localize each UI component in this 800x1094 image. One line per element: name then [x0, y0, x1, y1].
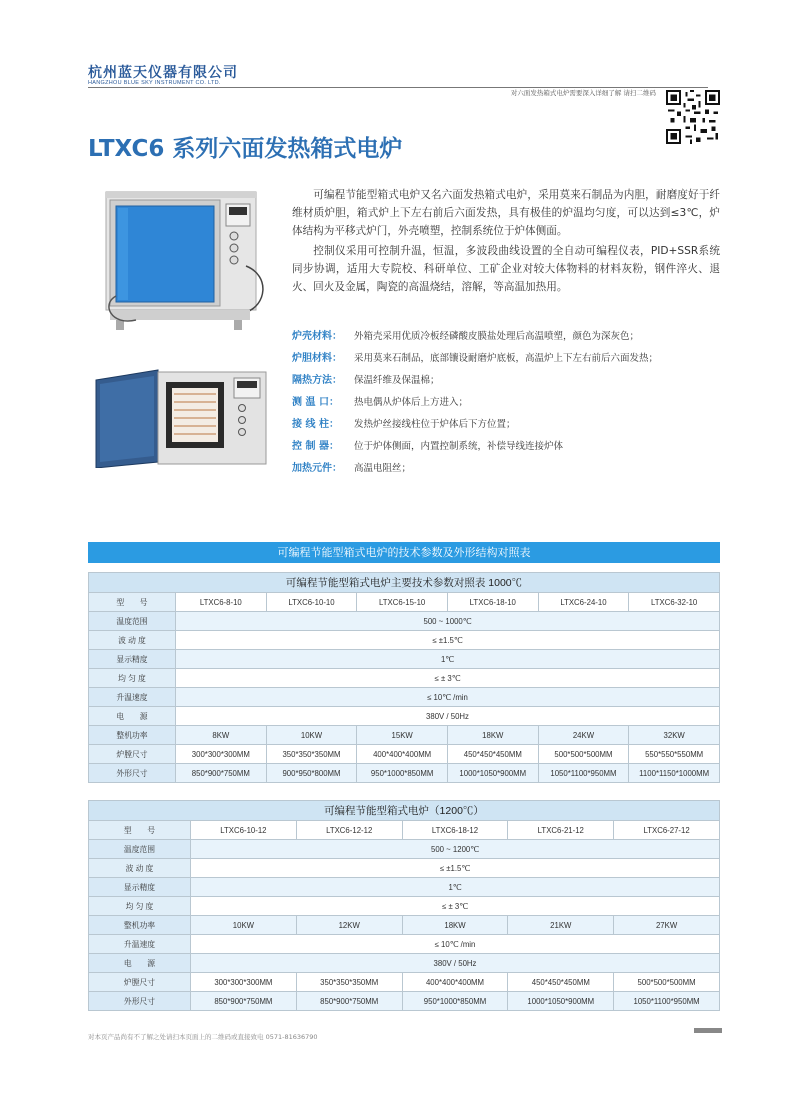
intro-paragraph: 可编程节能型箱式电炉又名六面发热箱式电炉，采用莫来石制品为内胆，耐磨度好于纤维材质炉胆，箱式炉上下左右前后六面发热，具有极佳的炉温均匀度，可以达到≤3℃，炉体结构为平移式炉门，外壳喷塑，控制系统位于炉体侧面。	[292, 189, 720, 237]
shared-value: 1℃	[176, 650, 720, 669]
section-banner: 可编程节能型箱式电炉的技术参数及外形结构对照表	[88, 542, 720, 563]
table-cell: 18KW	[447, 726, 538, 745]
row-label: 显示精度	[89, 650, 176, 669]
table-cell: 350*350*350MM	[296, 973, 402, 992]
model-cell: LTXC6-10-12	[191, 821, 297, 840]
table-cell: 400*400*400MM	[402, 973, 508, 992]
table-cell: 900*950*800MM	[266, 764, 357, 783]
table-cell: 500*500*500MM	[538, 745, 629, 764]
spec-item	[292, 370, 722, 392]
shared-value: ≤ ±1.5℃	[191, 859, 720, 878]
table-cell: 350*350*350MM	[266, 745, 357, 764]
row-label: 外形尺寸	[89, 992, 191, 1011]
table-cell: 850*900*750MM	[296, 992, 402, 1011]
furnace-closed-image	[96, 186, 274, 336]
shared-value: 1℃	[191, 878, 720, 897]
shared-value: 500 ~ 1000℃	[176, 612, 720, 631]
table-cell: 450*450*450MM	[447, 745, 538, 764]
table-cell: 15KW	[357, 726, 448, 745]
row-label: 显示精度	[89, 878, 191, 897]
model-cell: LTXC6-18-10	[447, 593, 538, 612]
table-cell: 1100*1150*1000MM	[629, 764, 720, 783]
page-title: LTXC6 系列六面发热箱式电炉	[88, 136, 403, 162]
table-cell: 10KW	[266, 726, 357, 745]
spec-value: 位于炉体侧面，内置控制系统，补偿导线连接炉体	[354, 441, 564, 452]
table-cell: 500*500*500MM	[614, 973, 720, 992]
shared-value: ≤ 10℃ /min	[191, 935, 720, 954]
row-label: 温度范围	[89, 840, 191, 859]
table-cell: 8KW	[176, 726, 267, 745]
row-label: 升温速度	[89, 688, 176, 707]
shared-value: ≤ ± 3℃	[176, 669, 720, 688]
table-cell: 1000*1050*900MM	[508, 992, 614, 1011]
table-cell: 850*900*750MM	[191, 992, 297, 1011]
model-cell: LTXC6-18-12	[402, 821, 508, 840]
furnace-open-image	[92, 364, 272, 468]
row-label: 均 匀 度	[89, 897, 191, 916]
spec-label: 隔热方法：	[292, 375, 342, 386]
spec-list	[292, 326, 722, 480]
spec-value: 保温纤维及保温棉；	[354, 375, 440, 386]
spec-label: 加热元件：	[292, 463, 342, 474]
table-cell: 21KW	[508, 916, 614, 935]
table-cell: 1050*1100*950MM	[614, 992, 720, 1011]
table-caption: 可编程节能型箱式电炉（1200℃）	[89, 801, 720, 821]
table-cell: 550*550*550MM	[629, 745, 720, 764]
table-cell: 850*900*750MM	[176, 764, 267, 783]
spec-item	[292, 414, 722, 436]
shared-value: ≤ 10℃ /min	[176, 688, 720, 707]
row-label: 波 动 度	[89, 631, 176, 650]
row-label: 炉膛尺寸	[89, 745, 176, 764]
row-label: 电 源	[89, 954, 191, 973]
row-label: 均 匀 度	[89, 669, 176, 688]
table-cell: 18KW	[402, 916, 508, 935]
spec-item	[292, 392, 722, 414]
qr-note: 对六面发热箱式电炉需要深入详细了解 请扫二维码	[510, 89, 656, 97]
qr-code-icon[interactable]	[666, 90, 720, 144]
table-cell: 32KW	[629, 726, 720, 745]
table-caption: 可编程节能型箱式电炉主要技术参数对照表 1000℃	[89, 573, 720, 593]
intro-text	[292, 186, 720, 298]
row-label: 电 源	[89, 707, 176, 726]
model-cell: LTXC6-24-10	[538, 593, 629, 612]
model-cell: LTXC6-27-12	[614, 821, 720, 840]
company-name-en: HANGZHOU BLUE SKY INSTRUMENT CO. LTD.	[88, 80, 221, 86]
table-cell: 450*450*450MM	[508, 973, 614, 992]
spec-label: 测 温 口：	[292, 397, 339, 408]
row-label: 整机功率	[89, 916, 191, 935]
row-label: 型 号	[89, 821, 191, 840]
shared-value: 500 ~ 1200℃	[191, 840, 720, 859]
table-cell: 12KW	[296, 916, 402, 935]
shared-value: ≤ ± 3℃	[191, 897, 720, 916]
footer-bar	[694, 1028, 722, 1033]
row-label: 整机功率	[89, 726, 176, 745]
spec-label: 控 制 器：	[292, 441, 339, 452]
table-cell: 400*400*400MM	[357, 745, 448, 764]
shared-value: ≤ ±1.5℃	[176, 631, 720, 650]
table-cell: 24KW	[538, 726, 629, 745]
spec-item	[292, 436, 722, 458]
model-cell: LTXC6-21-12	[508, 821, 614, 840]
spec-value: 采用莫来石制品，底部镶设耐磨炉底板，高温炉上下左右前后六面发热；	[354, 353, 659, 364]
model-cell: LTXC6-32-10	[629, 593, 720, 612]
table-cell: 300*300*300MM	[191, 973, 297, 992]
model-cell: LTXC6-12-12	[296, 821, 402, 840]
spec-label: 炉胆材料：	[292, 353, 342, 364]
footer-note: 对本页产品尚有不了解之处请扫本页面上的二维码或直接致电 0571-81636790	[88, 1033, 318, 1041]
row-label: 外形尺寸	[89, 764, 176, 783]
intro-paragraph: 控制仪采用可控制升温，恒温，多波段曲线设置的全自动可编程仪表，PID+SSR系统同步协调，适用大专院校、科研单位、工矿企业对较大体物料的材料灰粉，钢件淬火、退火、回火及金属，陶瓷的高温烧结，溶解，等高温加热用。	[292, 245, 720, 293]
row-label: 炉膛尺寸	[89, 973, 191, 992]
spec-label: 炉壳材料：	[292, 331, 342, 342]
table-cell: 10KW	[191, 916, 297, 935]
row-label: 温度范围	[89, 612, 176, 631]
model-cell: LTXC6-8-10	[176, 593, 267, 612]
spec-label: 接 线 柱：	[292, 419, 339, 430]
model-cell: LTXC6-15-10	[357, 593, 448, 612]
spec-table-1200	[88, 800, 720, 1011]
model-cell: LTXC6-10-10	[266, 593, 357, 612]
shared-value: 380V / 50Hz	[191, 954, 720, 973]
shared-value: 380V / 50Hz	[176, 707, 720, 726]
row-label: 波 动 度	[89, 859, 191, 878]
table-cell: 950*1000*850MM	[402, 992, 508, 1011]
spec-item	[292, 348, 722, 370]
company-name-cn: 杭州蓝天仪器有限公司	[88, 65, 238, 81]
row-label: 型 号	[89, 593, 176, 612]
spec-value: 外箱壳采用优质冷板经磷酸皮膜盐处理后高温喷塑，颜色为深灰色；	[354, 331, 640, 342]
spec-value: 热电偶从炉体后上方进入；	[354, 397, 469, 408]
spec-value: 高温电阻丝；	[354, 463, 412, 474]
table-cell: 1000*1050*900MM	[447, 764, 538, 783]
spec-item	[292, 458, 722, 480]
table-cell: 1050*1100*950MM	[538, 764, 629, 783]
row-label: 升温速度	[89, 935, 191, 954]
spec-item	[292, 326, 722, 348]
table-cell: 27KW	[614, 916, 720, 935]
spec-value: 发热炉丝接线柱位于炉体后下方位置；	[354, 419, 516, 430]
table-cell: 950*1000*850MM	[357, 764, 448, 783]
table-cell: 300*300*300MM	[176, 745, 267, 764]
spec-table-1000	[88, 572, 720, 783]
